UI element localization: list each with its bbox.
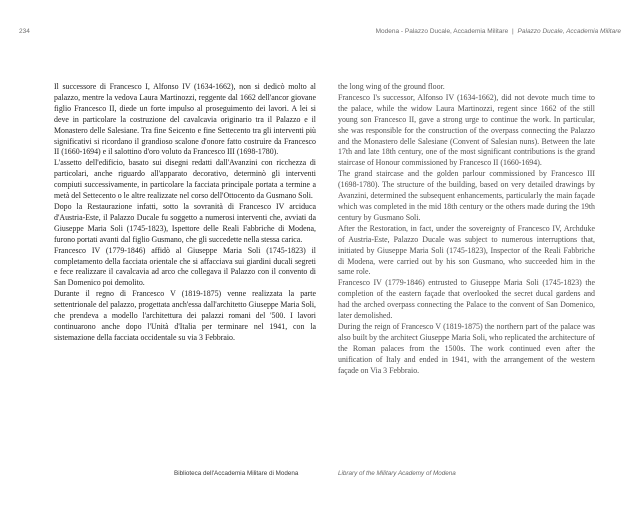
italian-paragraph: Durante il regno di Francesco V (1819-1875) venne realizzata la parte settentrionale del palazzo, progettata anch'essa dall'architetto Giuseppe Maria Soli, che prendeva a modello l'architettura dei palazzi romani del '500. I lavori continuarono anche dopo l'Unità d'Italia per terminare nel 1941, con la sistemazione della facciata occidentale su via 3 Febbraio. [54, 289, 316, 342]
italian-text-column [54, 82, 316, 344]
italian-paragraph: Dopo la Restaurazione infatti, sotto la sovranità di Francesco IV arciduca d'Austria-Este, il Palazzo Ducale fu soggetto a numerosi interventi che, avviati da Giuseppe Maria Soli (1745-1823), Ispettore delle Reali Fabbriche di Modena, furono portati avanti dal figlio Gusmano, che gli succedette nella stessa carica. [54, 201, 316, 244]
italian-paragraph: L'assetto dell'edificio, basato sui disegni redatti dall'Avanzini con ricchezza di particolari, anche riguardo all'apparato decorativo, determinò gli interventi compiuti successivamente, in particolare la facciata principale portata a termine a metà del Settecento o le altre realizzate nel corso dell'Ottocento da Gusmano Soli. [54, 158, 316, 201]
running-head-separator: | [512, 28, 514, 35]
footer-italian: Biblioteca dell'Accademia Militare di Modena [174, 470, 299, 477]
english-text-column [338, 82, 595, 376]
italian-paragraph: Francesco IV (1779-1846) affidò al Giuseppe Maria Soli (1745-1823) il completamento della facciata orientale che si affacciava sui giardini ducali segreti e fece realizzare il cavalcavia ad arco che collegava il Palazzo con il convento di San Domenico poi demolito. [54, 245, 316, 288]
english-paragraph: the long wing of the ground floor. [338, 82, 445, 91]
english-paragraph: During the reign of Francesco V (1819-1875) the northern part of the palace was also built by the architect Giuseppe Maria Soli, who replicated the architecture of the Roman palaces from the 1500s. The work continued even after the unification of Italy and ended in 1941, with the arrangement of the western façade on Via 3 Febbraio. [338, 321, 596, 375]
running-head-italian: Modena - Palazzo Ducale, Accademia Militare [375, 28, 509, 35]
footer-english: Library of the Military Academy of Modena [338, 470, 456, 477]
running-head [376, 28, 621, 35]
italian-paragraph: Il successore di Francesco I, Alfonso IV (1634-1662), non si dedicò molto al palazzo, mentre la vedova Laura Martinozzi, reggente dal 1662 dell'ancor giovane figlio Francesco II, diede un forte impulso al proseguimento dei lavori. A lei si deve in particolare la costruzione del cavalcavia originario tra il Palazzo e il Monastero delle Salesiane. Tra fine Seicento e fine Settecento tra gli interventi più significativi si ricordano il grandioso scalone d'onore fatto costruire da Francesco II (1660-1694) e il salottino d'oro voluto da Francesco III (1698-1780). [54, 82, 316, 157]
english-paragraph: The grand staircase and the golden parlour commissioned by Francesco III (1698-1780). The structure of the building, based on very detailed drawings by Avanzini, determined the subsequent enhancements, particularly the main façade which was completed in the mid 18th century or the others made during the 19th century by Gusmano Soli. [338, 169, 595, 222]
english-paragraph: Francesco I's successor, Alfonso IV (1634-1662), did not devote much time to the palace, while the widow Laura Martinozzi, regent since 1662 of the still young son Francesco II, gave a strong urge to continue the work. In particular, she was responsible for the construction of the overpass connecting the Palazzo and the Monastero delle Salesiane (Convent of Salesian nuns). Between the late 17th and late 18th century, one of the most significant contributions is the grand staircase of Honour commissioned by Francesco II (1660-1694). [338, 92, 595, 168]
english-paragraph: Francesco IV (1779-1846) entrusted to Giuseppe Maria Soli (1745-1823) the completion of the eastern façade that overlooked the secret ducal gardens and had the arched overpass connecting the Palace to the convent of San Domenico, later demolished. [338, 278, 595, 321]
running-head-english: Palazzo Ducale, Accademia Militare [517, 28, 621, 35]
page-number: 234 [19, 28, 30, 35]
english-paragraph: After the Restoration, in fact, under the sovereignty of Francesco IV, Archduke of Austria-Este, Palazzo Ducale was subject to numerous interruptions that, initiated by Giuseppe Maria Soli (1745-1823), Inspector of the Reali Fabbriche di Modena, were carried out by his son Gusmano, who succeeded him in the same role. [338, 223, 595, 277]
